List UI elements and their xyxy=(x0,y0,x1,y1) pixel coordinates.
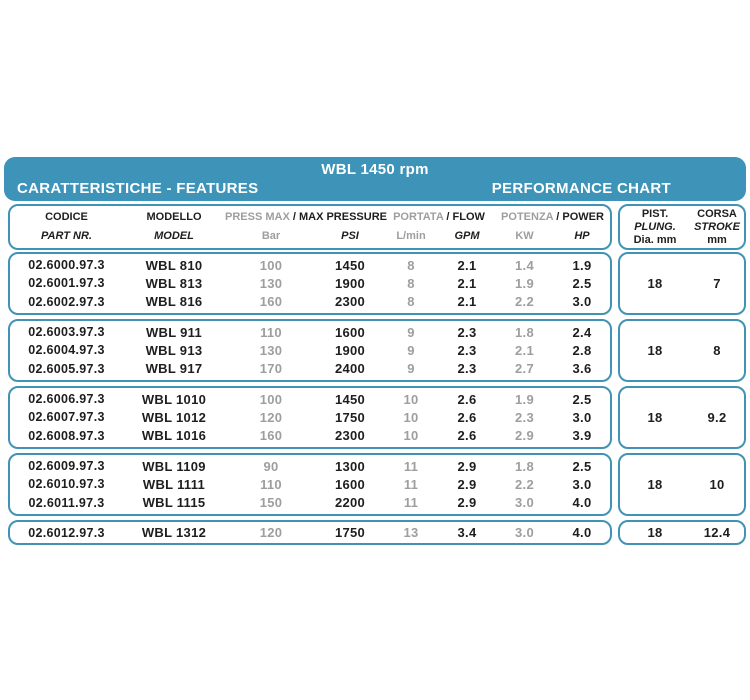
gpm-cell: 3.4 xyxy=(457,525,477,540)
bar-cell: 100 xyxy=(259,391,283,407)
gpm-cell: 2.9 xyxy=(457,495,477,511)
header-band xyxy=(4,157,746,201)
flow-header xyxy=(383,211,495,223)
lmin-cell: 10 xyxy=(403,428,419,444)
stroke-header xyxy=(690,208,744,247)
piston-value: 18 xyxy=(647,477,663,492)
table-row xyxy=(10,494,610,512)
psi-cell: 1600 xyxy=(334,324,366,340)
gpm-cell: 2.1 xyxy=(457,294,477,310)
bar-cell: 170 xyxy=(259,361,283,377)
model-cell: WBL 1111 xyxy=(142,476,206,492)
hp-cell: 2.5 xyxy=(572,275,592,291)
gpm-cell: 2.6 xyxy=(457,391,477,407)
psi-cell: 1750 xyxy=(334,409,366,425)
gpm-cell: 2.9 xyxy=(457,458,477,474)
stroke-value: 12.4 xyxy=(703,525,731,540)
stroke-header-line3: mm xyxy=(707,233,727,246)
kw-cell: 3.0 xyxy=(515,525,534,540)
bar-cell: 120 xyxy=(259,525,283,540)
piston-header-line2: PLUNG. xyxy=(634,220,676,233)
model-cell: WBL 813 xyxy=(145,275,203,291)
lmin-cell: 9 xyxy=(407,324,415,340)
bar-cell: 120 xyxy=(259,409,283,425)
bar-cell: 150 xyxy=(259,495,283,511)
model-cell: WBL 1012 xyxy=(141,409,207,425)
piston-header-line1: PIST. xyxy=(641,207,669,220)
pump-group-5 xyxy=(8,520,746,545)
model-cell: WBL 911 xyxy=(145,324,203,340)
psi-cell: 2300 xyxy=(334,428,366,444)
kw-cell: 2.3 xyxy=(515,409,534,425)
model-cell: WBL 1016 xyxy=(141,428,207,444)
pump-group-2 xyxy=(8,319,746,382)
kw-cell: 2.2 xyxy=(515,294,534,310)
piston-value: 18 xyxy=(647,525,663,540)
hp-cell: 2.8 xyxy=(572,342,592,358)
psi-cell: 1450 xyxy=(334,391,366,407)
flow-header-en: FLOW xyxy=(452,211,485,224)
part-number-cell: 02.6004.97.3 xyxy=(28,343,105,358)
kw-cell: 2.9 xyxy=(515,428,534,444)
group-2-plunger-box xyxy=(618,319,746,382)
piston-header-line3: Dia. mm xyxy=(633,233,677,246)
lmin-cell: 8 xyxy=(407,294,415,310)
psi-cell: 1300 xyxy=(334,458,366,474)
table-row xyxy=(10,360,610,378)
stroke-header-line1: CORSA xyxy=(697,207,737,220)
bar-cell: 100 xyxy=(259,257,283,273)
flow-header-it: PORTATA xyxy=(393,211,444,224)
lmin-cell: 10 xyxy=(403,409,419,425)
bar-cell: 160 xyxy=(259,294,283,310)
model-cell: WBL 1010 xyxy=(141,391,207,407)
lmin-cell: 8 xyxy=(407,275,415,291)
part-number-cell: 02.6009.97.3 xyxy=(28,459,105,474)
bar-cell: 110 xyxy=(260,476,282,492)
stroke-value: 8 xyxy=(713,343,721,358)
part-number-cell: 02.6008.97.3 xyxy=(28,428,105,443)
table-row xyxy=(10,475,610,493)
hp-cell: 4.0 xyxy=(572,495,592,511)
bar-cell: 130 xyxy=(259,342,283,358)
psi-cell: 1600 xyxy=(334,476,366,492)
part-number-cell: 02.6002.97.3 xyxy=(28,294,105,309)
part-number-cell: 02.6005.97.3 xyxy=(28,361,105,376)
stroke-value: 10 xyxy=(709,477,725,492)
table-row xyxy=(10,524,610,541)
part-number-cell: 02.6000.97.3 xyxy=(28,258,105,273)
group-1-plunger-box xyxy=(618,252,746,315)
bar-cell: 160 xyxy=(259,428,283,444)
model-cell: WBL 810 xyxy=(145,257,203,273)
hp-unit-header: HP xyxy=(574,229,590,242)
kw-cell: 1.4 xyxy=(515,257,534,273)
stroke-value: 7 xyxy=(713,276,721,291)
kw-cell: 3.0 xyxy=(515,495,534,511)
power-header-sep: / xyxy=(553,211,563,224)
group-3-data-box xyxy=(8,386,612,449)
table-row xyxy=(10,457,610,475)
part-number-cell: 02.6006.97.3 xyxy=(28,392,105,407)
psi-cell: 1750 xyxy=(334,525,366,540)
psi-cell: 2200 xyxy=(334,495,366,511)
power-header-it: POTENZA xyxy=(501,211,554,224)
lmin-cell: 13 xyxy=(403,525,419,540)
kw-unit-header: KW xyxy=(515,229,534,242)
left-header-box xyxy=(8,204,612,250)
table-row xyxy=(10,256,610,274)
right-header-box xyxy=(618,204,746,250)
hp-cell: 4.0 xyxy=(572,525,592,540)
part-number-cell: 02.6012.97.3 xyxy=(28,525,105,540)
bar-cell: 130 xyxy=(259,275,283,291)
modello-header: MODELLO xyxy=(146,211,202,224)
psi-cell: 2400 xyxy=(334,361,366,377)
group-1-data-box xyxy=(8,252,612,315)
part-number-cell: 02.6007.97.3 xyxy=(28,410,105,425)
psi-cell: 1450 xyxy=(334,257,366,273)
group-2-data-box xyxy=(8,319,612,382)
header-row xyxy=(8,204,746,250)
gpm-cell: 2.3 xyxy=(457,342,477,358)
band-title: WBL 1450 rpm xyxy=(321,161,429,178)
table-row xyxy=(10,274,610,292)
model-cell: WBL 1109 xyxy=(142,458,206,474)
pump-group-3 xyxy=(8,386,746,449)
gpm-cell: 2.1 xyxy=(457,257,477,273)
pressure-header-it: PRESS MAX xyxy=(225,211,290,224)
kw-cell: 2.1 xyxy=(515,342,534,358)
kw-cell: 1.8 xyxy=(515,324,534,340)
performance-chart-label: PERFORMANCE CHART xyxy=(491,180,671,197)
gpm-cell: 2.6 xyxy=(457,428,477,444)
part-number-cell: 02.6011.97.3 xyxy=(28,495,105,510)
hp-cell: 3.9 xyxy=(572,428,592,444)
pressure-header-sep: / xyxy=(289,211,299,224)
hp-cell: 3.0 xyxy=(572,409,592,425)
hp-cell: 3.0 xyxy=(572,476,592,492)
table-row xyxy=(10,390,610,408)
codice-header: CODICE xyxy=(45,211,88,224)
kw-cell: 2.2 xyxy=(515,476,534,492)
group-4-plunger-box xyxy=(618,453,746,516)
bar-unit-header: Bar xyxy=(261,229,281,242)
piston-value: 18 xyxy=(647,343,663,358)
part-number-cell: 02.6010.97.3 xyxy=(28,477,105,492)
hp-cell: 2.5 xyxy=(572,458,592,474)
gpm-cell: 2.6 xyxy=(457,409,477,425)
lmin-cell: 10 xyxy=(403,391,419,407)
model-cell: WBL 816 xyxy=(145,294,203,310)
power-header-en: POWER xyxy=(562,211,604,224)
hp-cell: 3.6 xyxy=(572,361,592,377)
psi-cell: 2300 xyxy=(334,294,366,310)
lmin-cell: 11 xyxy=(403,476,419,492)
psi-cell: 1900 xyxy=(334,342,366,358)
hp-cell: 2.4 xyxy=(572,324,592,340)
psi-cell: 1900 xyxy=(334,275,366,291)
kw-cell: 1.8 xyxy=(515,458,534,474)
gpm-cell: 2.1 xyxy=(457,275,477,291)
table-row xyxy=(10,427,610,445)
model-cell: WBL 913 xyxy=(145,342,203,358)
pump-group-1 xyxy=(8,252,746,315)
gpm-cell: 2.9 xyxy=(457,476,477,492)
lmin-cell: 8 xyxy=(407,257,415,273)
psi-unit-header: PSI xyxy=(341,229,359,242)
model-cell: WBL 1115 xyxy=(142,495,206,511)
kw-cell: 2.7 xyxy=(515,361,534,377)
bar-cell: 90 xyxy=(263,458,279,474)
model-cell: WBL 1312 xyxy=(141,525,207,540)
group-3-plunger-box xyxy=(618,386,746,449)
piston-header xyxy=(620,208,690,247)
lmin-cell: 11 xyxy=(403,495,419,511)
pressure-header-en: MAX PRESSURE xyxy=(298,211,387,224)
kw-cell: 1.9 xyxy=(515,275,534,291)
table-row xyxy=(10,323,610,341)
gpm-cell: 2.3 xyxy=(457,361,477,377)
lmin-cell: 11 xyxy=(403,458,419,474)
hp-cell: 3.0 xyxy=(572,294,592,310)
features-label: CARATTERISTICHE - FEATURES xyxy=(17,180,259,197)
piston-value: 18 xyxy=(647,276,663,291)
pressure-header xyxy=(225,211,387,224)
gpm-cell: 2.3 xyxy=(457,324,477,340)
table-row xyxy=(10,408,610,426)
lmin-cell: 9 xyxy=(407,361,415,377)
gpm-unit-header: GPM xyxy=(454,229,480,242)
hp-cell: 1.9 xyxy=(572,257,592,273)
lmin-cell: 9 xyxy=(407,342,415,358)
model-cell: WBL 917 xyxy=(145,361,203,377)
group-5-plunger-box xyxy=(618,520,746,545)
part-nr-header: PART NR. xyxy=(41,229,92,242)
table-row xyxy=(10,293,610,311)
group-4-data-box xyxy=(8,453,612,516)
kw-cell: 1.9 xyxy=(515,391,534,407)
part-number-cell: 02.6001.97.3 xyxy=(28,276,105,291)
stroke-value: 9.2 xyxy=(707,410,727,425)
piston-value: 18 xyxy=(647,410,663,425)
bar-cell: 110 xyxy=(260,324,282,340)
pump-group-4 xyxy=(8,453,746,516)
model-header: MODEL xyxy=(154,229,194,242)
hp-cell: 2.5 xyxy=(572,391,592,407)
group-5-data-box xyxy=(8,520,612,545)
power-header xyxy=(495,211,610,223)
stroke-header-line2: STROKE xyxy=(694,220,740,233)
table-row xyxy=(10,341,610,359)
lmin-unit-header: L/min xyxy=(396,229,426,242)
part-number-cell: 02.6003.97.3 xyxy=(28,325,105,340)
flow-header-sep: / xyxy=(443,211,453,224)
